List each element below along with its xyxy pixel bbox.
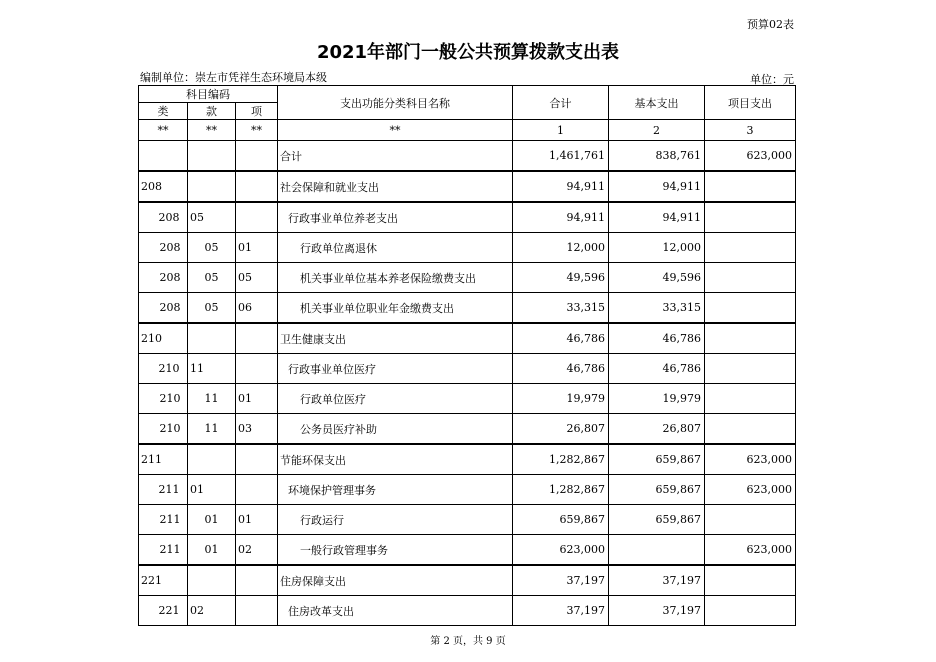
basic-cell: 37,197	[609, 596, 705, 626]
code-kuan-cell: 11	[188, 414, 236, 445]
code-xiang-cell	[236, 565, 278, 596]
name-cell: 行政运行	[278, 505, 513, 535]
table-row	[139, 141, 796, 172]
code-kuan-cell: 11	[188, 384, 236, 414]
page-title: 2021年部门一般公共预算拨款支出表	[316, 42, 620, 63]
name-cell: 住房保障支出	[278, 565, 513, 596]
table-row	[139, 384, 796, 414]
total-cell: 46,786	[513, 323, 609, 354]
code-xiang-cell	[236, 171, 278, 202]
total-cell: 659,867	[513, 505, 609, 535]
name-cell: 机关事业单位基本养老保险缴费支出	[278, 263, 513, 293]
total-cell: 37,197	[513, 565, 609, 596]
basic-cell: 37,197	[609, 565, 705, 596]
project-cell: 623,000	[705, 444, 796, 475]
code-xiang-cell	[236, 444, 278, 475]
table-row	[139, 202, 796, 233]
total-cell: 19,979	[513, 384, 609, 414]
lei-header: 类	[139, 103, 188, 120]
project-cell	[705, 414, 796, 445]
unit-label: 单位：元	[750, 73, 794, 86]
name-cell: 合计	[278, 141, 513, 172]
basic-cell: 33,315	[609, 293, 705, 324]
code-kuan-cell: 05	[188, 293, 236, 324]
total-cell: 94,911	[513, 202, 609, 233]
name-cell: 环境保护管理事务	[278, 475, 513, 505]
table-row	[139, 475, 796, 505]
name-cell: 公务员医疗补助	[278, 414, 513, 445]
code-lei-cell: 208	[139, 171, 188, 202]
name-cell: 社会保障和就业支出	[278, 171, 513, 202]
name-header: 支出功能分类科目名称	[278, 86, 513, 120]
basic-cell: 46,786	[609, 354, 705, 384]
code-lei-cell: 210	[139, 414, 188, 445]
project-cell	[705, 354, 796, 384]
total-header: 合计	[513, 86, 609, 120]
code-xiang-cell: 01	[236, 505, 278, 535]
budget-table	[138, 85, 796, 626]
index-1: 1	[513, 120, 609, 141]
code-xiang-cell: 03	[236, 414, 278, 445]
table-row	[139, 414, 796, 445]
mark-kuan: **	[188, 120, 236, 141]
code-kuan-cell	[188, 444, 236, 475]
table-row	[139, 535, 796, 566]
code-xiang-cell	[236, 475, 278, 505]
code-lei-cell: 208	[139, 202, 188, 233]
basic-cell: 26,807	[609, 414, 705, 445]
project-cell	[705, 323, 796, 354]
project-cell	[705, 233, 796, 263]
name-cell: 行政事业单位养老支出	[278, 202, 513, 233]
total-cell: 49,596	[513, 263, 609, 293]
kuan-header: 款	[188, 103, 236, 120]
mark-xiang: **	[236, 120, 278, 141]
code-lei-cell: 208	[139, 263, 188, 293]
name-cell: 机关事业单位职业年金缴费支出	[278, 293, 513, 324]
index-2: 2	[609, 120, 705, 141]
basic-cell: 12,000	[609, 233, 705, 263]
table-row	[139, 444, 796, 475]
basic-cell: 659,867	[609, 505, 705, 535]
code-xiang-cell: 02	[236, 535, 278, 566]
code-lei-cell: 210	[139, 384, 188, 414]
org-label: 编制单位：崇左市凭祥生态环境局本级	[140, 71, 327, 84]
total-cell: 12,000	[513, 233, 609, 263]
basic-cell: 94,911	[609, 202, 705, 233]
name-cell: 行政事业单位医疗	[278, 354, 513, 384]
code-xiang-cell	[236, 323, 278, 354]
table-row	[139, 354, 796, 384]
project-cell	[705, 263, 796, 293]
project-cell	[705, 596, 796, 626]
table-row	[139, 323, 796, 354]
basic-cell: 659,867	[609, 475, 705, 505]
code-lei-cell: 208	[139, 293, 188, 324]
name-cell: 住房改革支出	[278, 596, 513, 626]
code-lei-cell: 210	[139, 323, 188, 354]
code-lei-cell: 221	[139, 596, 188, 626]
code-lei-cell: 221	[139, 565, 188, 596]
xiang-header: 项	[236, 103, 278, 120]
code-xiang-cell	[236, 141, 278, 172]
code-kuan-cell: 05	[188, 263, 236, 293]
total-cell: 37,197	[513, 596, 609, 626]
code-lei-cell: 210	[139, 354, 188, 384]
code-xiang-cell: 05	[236, 263, 278, 293]
code-kuan-cell	[188, 141, 236, 172]
basic-cell	[609, 535, 705, 566]
code-kuan-cell	[188, 323, 236, 354]
project-cell	[705, 293, 796, 324]
code-xiang-cell	[236, 596, 278, 626]
project-cell: 623,000	[705, 535, 796, 566]
code-kuan-cell: 01	[188, 475, 236, 505]
code-xiang-cell: 01	[236, 233, 278, 263]
total-cell: 1,282,867	[513, 444, 609, 475]
project-cell	[705, 202, 796, 233]
project-cell: 623,000	[705, 141, 796, 172]
table-row	[139, 263, 796, 293]
table-row	[139, 293, 796, 324]
project-cell	[705, 565, 796, 596]
table-row	[139, 233, 796, 263]
project-header: 项目支出	[705, 86, 796, 120]
basic-header: 基本支出	[609, 86, 705, 120]
total-cell: 26,807	[513, 414, 609, 445]
name-cell: 行政单位医疗	[278, 384, 513, 414]
code-kuan-cell	[188, 171, 236, 202]
code-lei-cell: 211	[139, 535, 188, 566]
project-cell	[705, 384, 796, 414]
code-kuan-cell: 01	[188, 505, 236, 535]
code-lei-cell: 208	[139, 233, 188, 263]
total-cell: 1,282,867	[513, 475, 609, 505]
total-cell: 33,315	[513, 293, 609, 324]
code-xiang-cell	[236, 354, 278, 384]
table-row	[139, 565, 796, 596]
name-cell: 行政单位离退休	[278, 233, 513, 263]
name-cell: 一般行政管理事务	[278, 535, 513, 566]
code-group-header: 科目编码	[139, 86, 278, 103]
project-cell	[705, 505, 796, 535]
mark-name: **	[278, 120, 513, 141]
code-kuan-cell: 05	[188, 202, 236, 233]
mark-lei: **	[139, 120, 188, 141]
basic-cell: 659,867	[609, 444, 705, 475]
code-kuan-cell	[188, 565, 236, 596]
code-kuan-cell: 01	[188, 535, 236, 566]
doc-code: 预算02表	[747, 18, 794, 31]
total-cell: 623,000	[513, 535, 609, 566]
basic-cell: 46,786	[609, 323, 705, 354]
total-cell: 1,461,761	[513, 141, 609, 172]
code-xiang-cell: 06	[236, 293, 278, 324]
basic-cell: 49,596	[609, 263, 705, 293]
code-kuan-cell: 02	[188, 596, 236, 626]
code-lei-cell	[139, 141, 188, 172]
basic-cell: 94,911	[609, 171, 705, 202]
code-kuan-cell: 05	[188, 233, 236, 263]
basic-cell: 838,761	[609, 141, 705, 172]
page-footer: 第 2 页，共 9 页	[430, 636, 506, 647]
code-xiang-cell	[236, 202, 278, 233]
total-cell: 46,786	[513, 354, 609, 384]
name-cell: 节能环保支出	[278, 444, 513, 475]
table-row	[139, 171, 796, 202]
code-lei-cell: 211	[139, 505, 188, 535]
project-cell	[705, 171, 796, 202]
total-cell: 94,911	[513, 171, 609, 202]
code-xiang-cell: 01	[236, 384, 278, 414]
code-lei-cell: 211	[139, 444, 188, 475]
index-3: 3	[705, 120, 796, 141]
name-cell: 卫生健康支出	[278, 323, 513, 354]
project-cell: 623,000	[705, 475, 796, 505]
table-row	[139, 505, 796, 535]
code-lei-cell: 211	[139, 475, 188, 505]
basic-cell: 19,979	[609, 384, 705, 414]
code-kuan-cell: 11	[188, 354, 236, 384]
table-row	[139, 596, 796, 626]
